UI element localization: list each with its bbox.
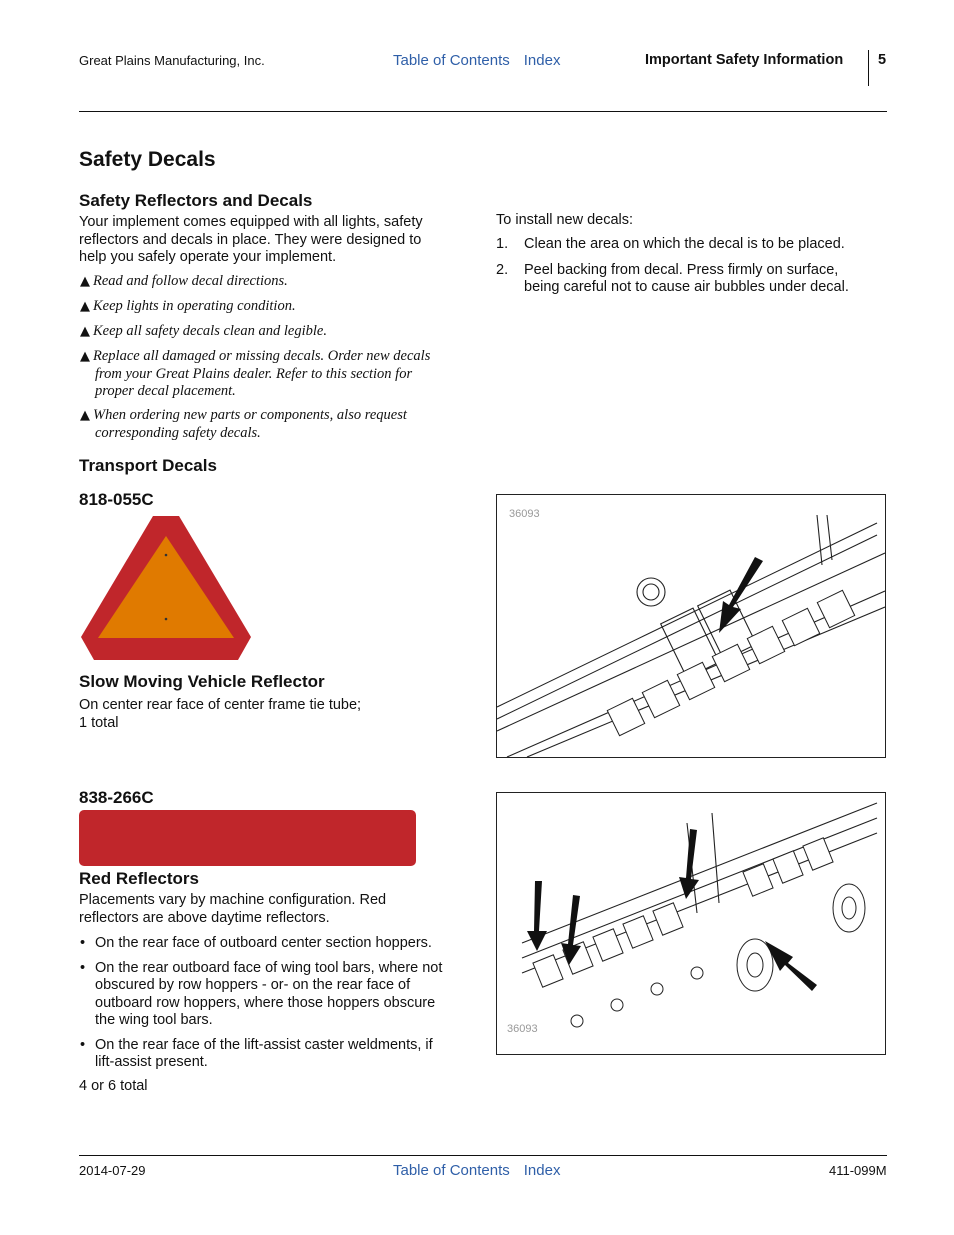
red-heading: Red Reflectors [79, 869, 199, 888]
intro-line: help you safely operate your implement. [79, 249, 337, 265]
warning-item: ▲ Keep all safety decals clean and legible. [80, 323, 327, 339]
header-rule [79, 111, 887, 112]
red-description: Placements vary by machine configuration. Red reflectors are above daytime reflectors. [79, 892, 387, 926]
header-links [393, 52, 574, 69]
warning-item: ▲ Keep lights in operating condition. [80, 298, 296, 314]
install-steps [496, 236, 896, 305]
arrow-icon [719, 557, 763, 633]
list-item: • On the rear outboard face of wing tool bars, where not obscured by row hoppers - or- on the rear face of outboard row hoppers, where those hoppers obscure the wing tool bars. [80, 959, 443, 1028]
footer-date: 2014-07-29 [79, 1163, 146, 1178]
red-placement-list [79, 935, 479, 1079]
intro-line: Your implement comes equipped with all lights, safety [79, 214, 423, 230]
company-name: Great Plains Manufacturing, Inc. [79, 53, 265, 68]
page-number: 5 [878, 52, 887, 68]
intro-line: reflectors and decals in place. They were designed to [79, 231, 422, 248]
install-step: 2. Peel backing from decal. Press firmly on surface, being careful not to cause air bubbles under decal. [496, 261, 849, 295]
warning-triangle-icon: ▲ [80, 349, 90, 364]
warning-item: ▲ Read and follow decal directions. [80, 273, 288, 289]
index-link[interactable]: Index [523, 1162, 561, 1179]
install-intro: To install new decals: [496, 212, 634, 228]
warning-item: ▲ Replace all damaged or missing decals. Order new decals from your Great Plains dealer. Refer to this section for proper decal placement. [80, 348, 431, 399]
smv-location-figure [496, 494, 886, 758]
list-item: • On the rear face of the lift-assist caster weldments, if lift-assist present. [80, 1036, 433, 1070]
footer-links [393, 1162, 574, 1179]
arrow-icon [527, 881, 547, 951]
warning-triangle-icon: ▲ [80, 324, 90, 339]
smv-emblem-decal [80, 514, 252, 662]
document-number: 411-099M [829, 1163, 887, 1178]
rivet-icon [165, 554, 168, 557]
smv-part-number: 818-055C [79, 490, 154, 509]
reflectors-intro [79, 214, 479, 267]
install-step: 1. Clean the area on which the decal is to be placed. [496, 236, 845, 252]
toc-link[interactable]: Table of Contents [393, 1162, 510, 1179]
footer-rule [79, 1155, 887, 1156]
red-reflector-decal [79, 810, 416, 866]
smv-heading: Slow Moving Vehicle Reflector [79, 672, 325, 691]
warning-triangle-icon: ▲ [80, 408, 90, 423]
page-number-divider [868, 50, 869, 86]
transport-heading: Transport Decals [79, 456, 217, 475]
warning-item: ▲ When ordering new parts or components, also request corresponding safety decals. [80, 407, 407, 441]
list-item: • On the rear face of outboard center section hoppers. [80, 935, 432, 951]
red-reflector-location-figure [496, 792, 886, 1055]
warning-triangle-icon: ▲ [80, 274, 90, 289]
reflectors-heading: Safety Reflectors and Decals [79, 191, 313, 210]
smv-description: On center rear face of center frame tie tube; 1 total [79, 697, 362, 731]
index-link[interactable]: Index [523, 52, 561, 69]
page-title: Safety Decals [79, 148, 216, 171]
red-part-number: 838-266C [79, 788, 154, 807]
figure-number: 36093 [509, 508, 540, 520]
warning-triangle-icon: ▲ [80, 299, 90, 314]
section-title: Important Safety Information [645, 52, 844, 68]
toc-link[interactable]: Table of Contents [393, 52, 510, 69]
figure-number: 36093 [507, 1023, 538, 1035]
rivet-icon [165, 618, 168, 621]
red-total: 4 or 6 total [79, 1078, 148, 1094]
planter-center-illustration [497, 495, 885, 757]
planter-rear-illustration [497, 793, 885, 1054]
